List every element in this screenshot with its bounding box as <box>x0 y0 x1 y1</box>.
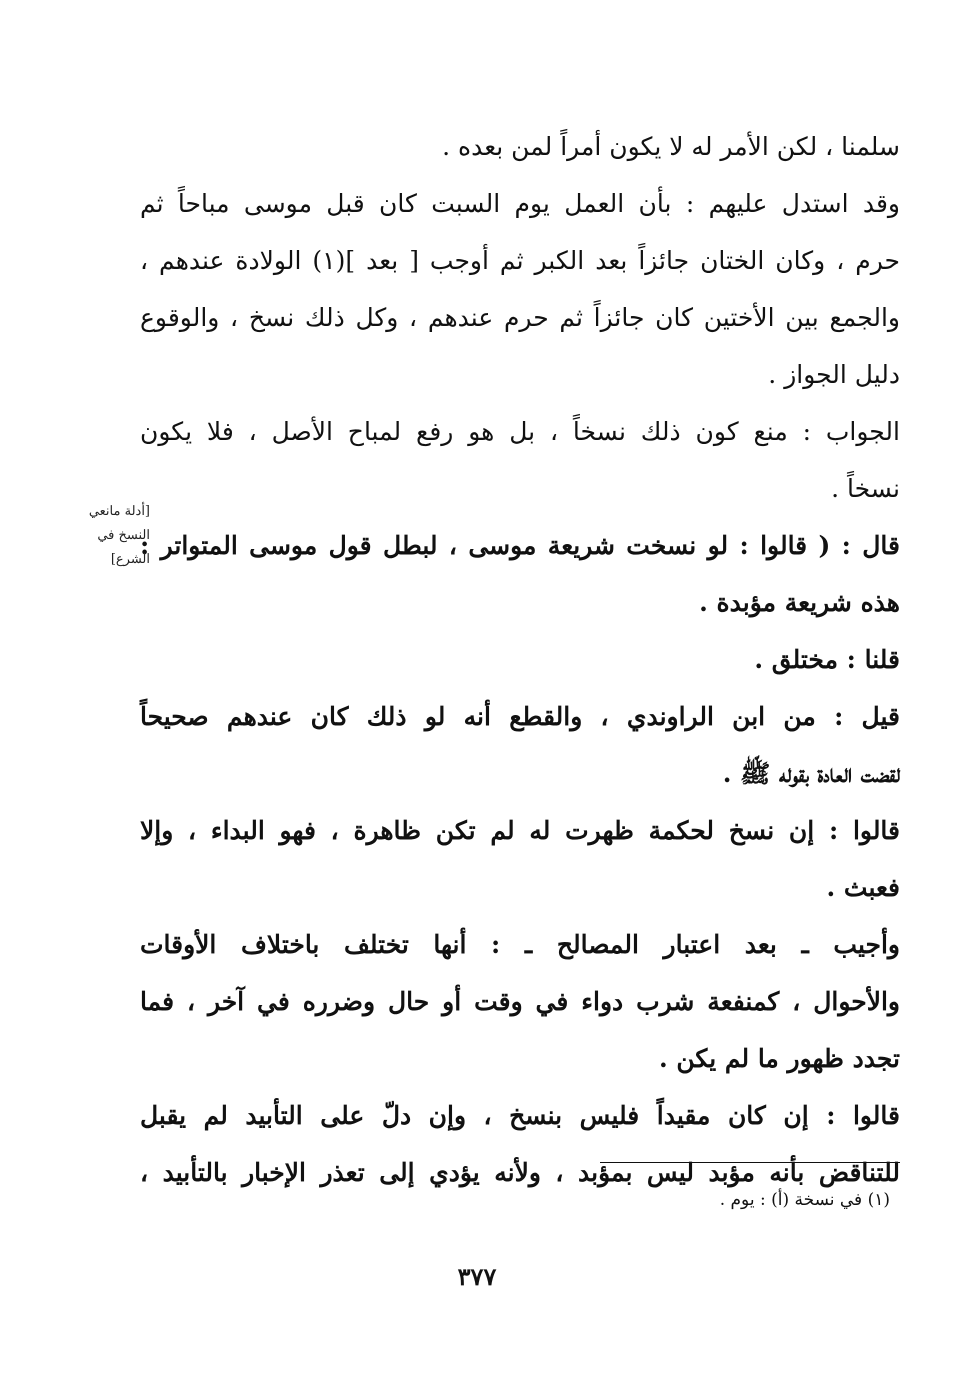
text-line: الجواب : منع كون ذلك نسخاً ، بل هو رفع لمباح الأصل ، فلا يكون <box>140 417 900 446</box>
footnote-divider <box>600 1162 900 1163</box>
text-line: وقد استدل عليهم : بأن العمل يوم السبت كان قبل موسى مباحاً ثم <box>140 189 900 218</box>
text-line: للتناقض بأنه مؤبد ليس بمؤبد ، ولأنه يؤدي إلى تعذر الإخبار بالتأبيد ، <box>140 1158 900 1187</box>
text-line: هذه شريعة مؤبدة . <box>699 588 900 617</box>
text-line: حرم ، وكان الختان جائزاً بعد الكبر ثم أوجب [ بعد ](١) الولادة عندهم ، <box>140 246 900 275</box>
margin-note <box>60 500 150 572</box>
text-line: قالوا : إن كان مقيداً فليس بنسخ ، وإن دلّ على التأبيد لم يقبل <box>140 1101 900 1130</box>
text-line: وأجيب ـ بعد اعتبار المصالح ـ : أنها تختلف باختلاف الأوقات <box>140 930 900 959</box>
text-line: قيل : من ابن الراوندي ، والقطع أنه لو ذلك كان عندهم صحيحاً <box>140 702 900 731</box>
text-line: تجدد ظهور ما لم يكن . <box>658 1044 900 1073</box>
footnote: (١) في نسخة (أ) : يوم . <box>719 1190 890 1210</box>
text-line: لقضت العادة بقوله ﷺ . <box>722 759 900 788</box>
text-line: دليل الجواز . <box>768 360 900 389</box>
text-line: قال : ( قالوا : لو نسخت شريعة موسى ، لبطل قول موسى المتواتر : <box>140 531 900 560</box>
text-line: والجمع بين الأختين كان جائزاً ثم حرم عندهم ، وكل ذلك نسخ ، والوقوع <box>140 303 900 332</box>
text-line: فعبث . <box>826 873 900 902</box>
page-number: ٣٧٧ <box>457 1262 497 1291</box>
text-line: نسخاً . <box>831 474 900 503</box>
text-line: والأحوال ، كمنفعة شرب دواء في وقت أو حال وضرره في آخر ، فما <box>140 987 900 1016</box>
margin-note-line: النسخ في <box>97 528 150 543</box>
main-text-body <box>140 118 900 1201</box>
margin-note-line: [أدلة مانعي <box>88 504 150 519</box>
text-line: قلنا : مختلق . <box>754 645 900 674</box>
text-line: سلمنا ، لكن الأمر له لا يكون أمراً لمن بعده . <box>442 132 900 161</box>
text-line: قالوا : إن نسخ لحكمة ظهرت له لم تكن ظاهرة ، فهو البداء ، وإلا <box>140 816 900 845</box>
margin-note-line: الشرع] <box>110 552 150 567</box>
